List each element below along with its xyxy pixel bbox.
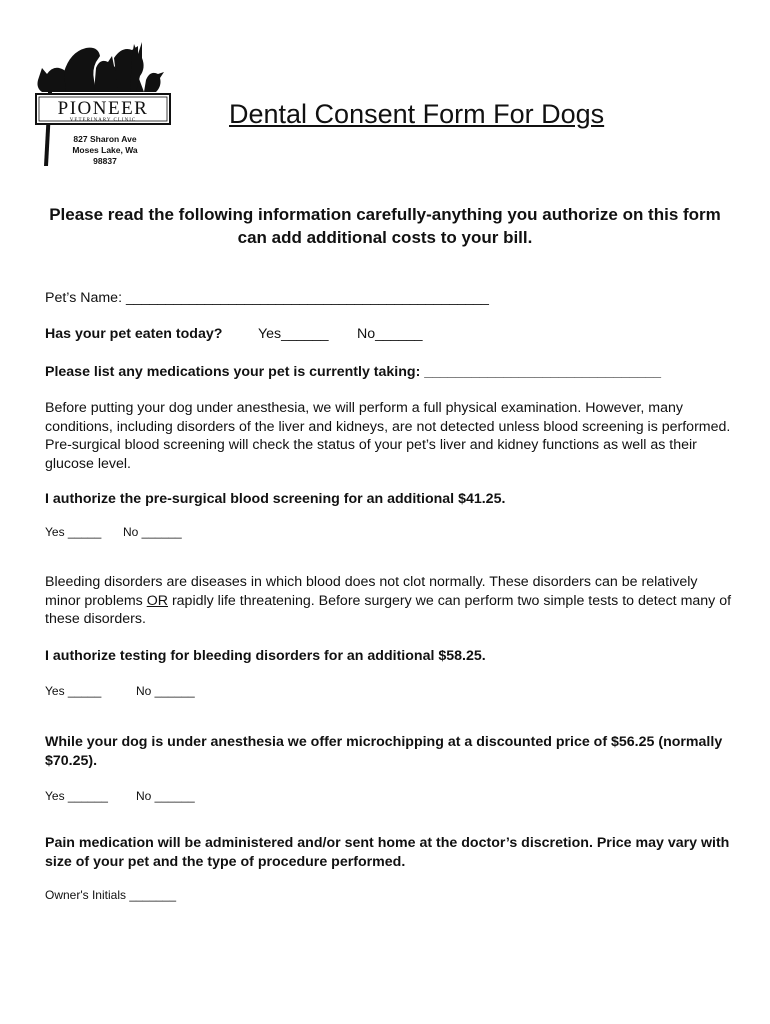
- microchip-yes-field[interactable]: Yes ______: [45, 789, 108, 803]
- pain-medication-info: Pain medication will be administered and/or sent home at the doctor’s discretion. Price may vary with size of your pet and the type of procedure performed.: [45, 835, 730, 870]
- bleeding-no-field[interactable]: No ______: [136, 684, 195, 698]
- blood-yes-field[interactable]: Yes _____: [45, 525, 102, 539]
- intro-warning: Please read the following information carefully-anything you authorize on this form can add additional costs to your bill.: [49, 205, 721, 247]
- owner-initials-field[interactable]: Owner's Initials _______: [45, 888, 177, 902]
- blood-screening-authorize: I authorize the pre-surgical blood screening for an additional $41.25.: [45, 491, 506, 507]
- eaten-no-field[interactable]: No______: [357, 326, 423, 342]
- bleeding-info: Bleeding disorders are diseases in which blood does not clot normally. These disorders can be relatively minor problems OR rapidly life threatening. Before surgery we can perform two simple tests to detect many of these disorders.: [45, 574, 732, 628]
- svg-text:PIONEER: PIONEER: [57, 98, 149, 119]
- pet-name-field[interactable]: Pet’s Name: ______________________________________________: [45, 290, 489, 306]
- blood-screening-info: Before putting your dog under anesthesia, we will perform a full physical examination. However, many conditions, including disorders of the liver and kidneys, are not detected unless blood screening is performed. Pre-surgical blood screening will check the status of your pet’s liver and kidney functions as well as their glucose level.: [45, 400, 731, 472]
- eaten-yes-field[interactable]: Yes______: [258, 326, 329, 342]
- bleeding-authorize: I authorize testing for bleeding disorders for an additional $58.25.: [45, 648, 486, 664]
- eaten-question: Has your pet eaten today?: [45, 326, 223, 342]
- blood-no-field[interactable]: No ______: [123, 525, 182, 539]
- svg-text:VETERINARY CLINIC: VETERINARY CLINIC: [69, 118, 137, 123]
- page-title: Dental Consent Form For Dogs: [229, 99, 605, 129]
- address-city: Moses Lake, Wa: [72, 145, 138, 155]
- medications-field[interactable]: Please list any medications your pet is currently taking: ______________________________: [45, 364, 661, 380]
- microchip-no-field[interactable]: No ______: [136, 789, 195, 803]
- microchip-offer: While your dog is under anesthesia we offer microchipping at a discounted price of $56.25 (normally $70.25).: [45, 734, 723, 769]
- address-street: 827 Sharon Ave: [73, 134, 137, 144]
- bleeding-yes-field[interactable]: Yes _____: [45, 684, 102, 698]
- address-zip: 98837: [93, 156, 117, 166]
